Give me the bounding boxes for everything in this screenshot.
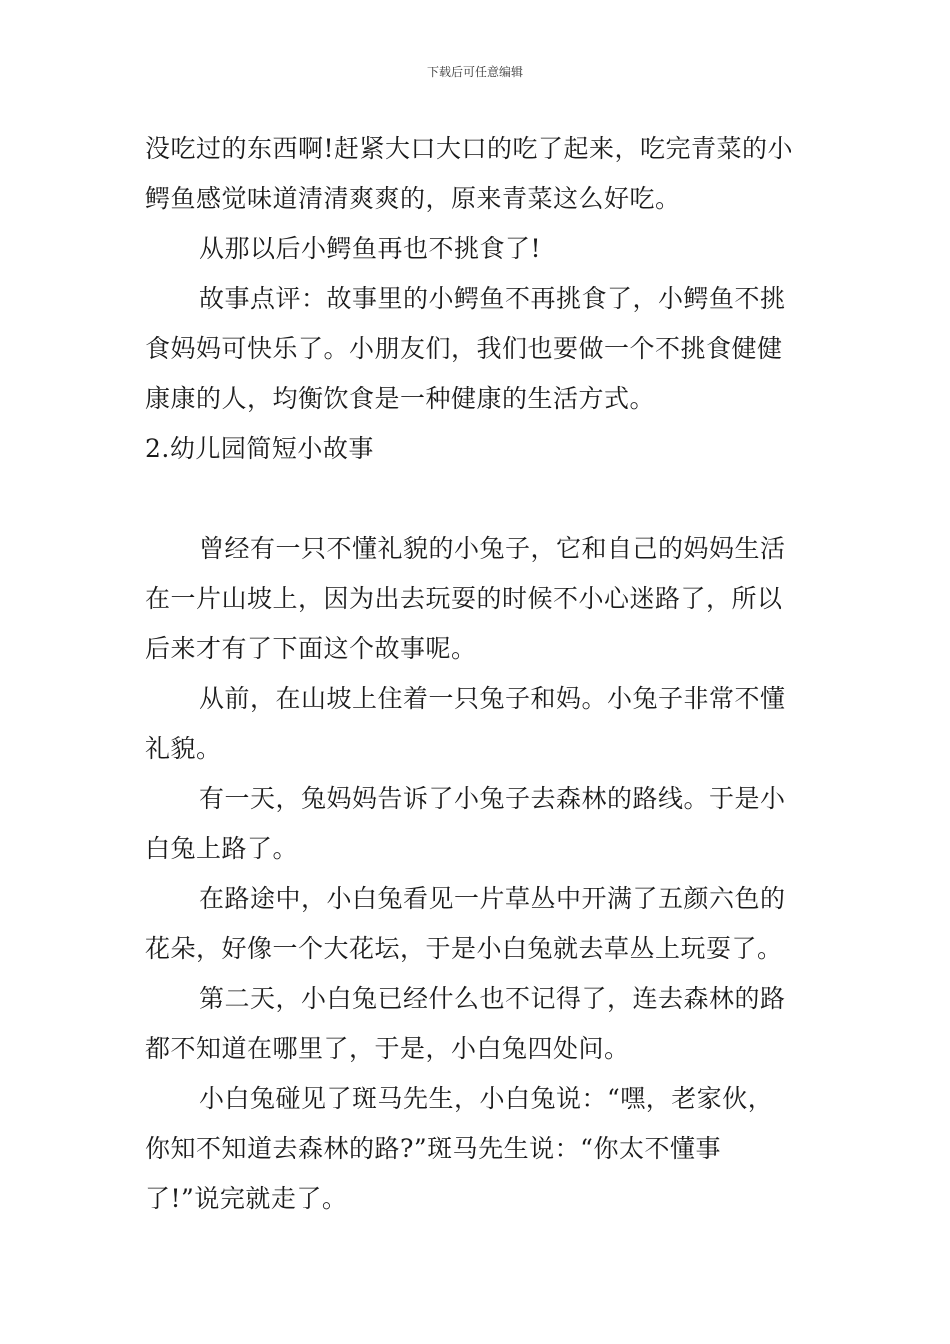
paragraph-line: 食妈妈可快乐了。小朋友们，我们也要做一个不挑食健健 — [145, 334, 783, 363]
paragraph — [145, 1074, 810, 1224]
paragraph-line: 从前，在山坡上住着一只兔子和妈。小兔子非常不懂 — [199, 684, 786, 713]
page-header: 下载后可任意编辑 — [426, 65, 523, 79]
paragraph-line: 在一片山坡上，因为出去玩耍的时候不小心迷路了，所以 — [145, 584, 783, 613]
paragraph-line: 曾经有一只不懂礼貌的小兔子，它和自己的妈妈生活 — [199, 534, 786, 563]
paragraph-line: 花朵，好像一个大花坛，于是小白兔就去草丛上玩耍了。 — [145, 934, 783, 963]
section-heading: 2.幼儿园简短小故事 — [145, 434, 374, 463]
paragraph-line: 小白兔碰见了斑马先生，小白兔说：“嘿，老家伙， — [199, 1084, 774, 1113]
paragraph-line: 有一天，兔妈妈告诉了小兔子去森林的路线。于是小 — [199, 784, 786, 813]
paragraph-line: 从那以后小鳄鱼再也不挑食了! — [199, 234, 542, 263]
paragraph-line: 鳄鱼感觉味道清清爽爽的，原来青菜这么好吃。 — [145, 184, 681, 213]
paragraph-line: 故事点评：故事里的小鳄鱼不再挑食了，小鳄鱼不挑 — [199, 284, 786, 313]
paragraph — [145, 224, 810, 274]
paragraph — [145, 774, 810, 874]
paragraph-line: 在路途中，小白兔看见一片草丛中开满了五颜六色的 — [199, 884, 786, 913]
paragraph-line: 康康的人，均衡饮食是一种健康的生活方式。 — [145, 384, 656, 413]
paragraph-line: 没吃过的东西啊!赶紧大口大口的吃了起来，吃完青菜的小 — [145, 134, 794, 163]
paragraph-line: 后来才有了下面这个故事呢。 — [145, 634, 477, 663]
paragraph-line: 你知不知道去森林的路?”斑马先生说：“你太不懂事 — [145, 1134, 721, 1163]
paragraph-line: 都不知道在哪里了，于是，小白兔四处问。 — [145, 1034, 630, 1063]
paragraph — [145, 874, 810, 974]
paragraph — [145, 974, 810, 1074]
document-body — [145, 124, 810, 1224]
paragraph — [145, 274, 810, 424]
paragraph-line: 了!”说完就走了。 — [145, 1184, 348, 1213]
paragraph — [145, 524, 810, 674]
paragraph-line: 礼貌。 — [145, 734, 222, 763]
paragraph — [145, 124, 810, 224]
blank-line — [145, 474, 810, 524]
paragraph-line: 白兔上路了。 — [145, 834, 299, 863]
paragraph-line: 第二天，小白兔已经什么也不记得了，连去森林的路 — [199, 984, 786, 1013]
paragraph — [145, 674, 810, 774]
